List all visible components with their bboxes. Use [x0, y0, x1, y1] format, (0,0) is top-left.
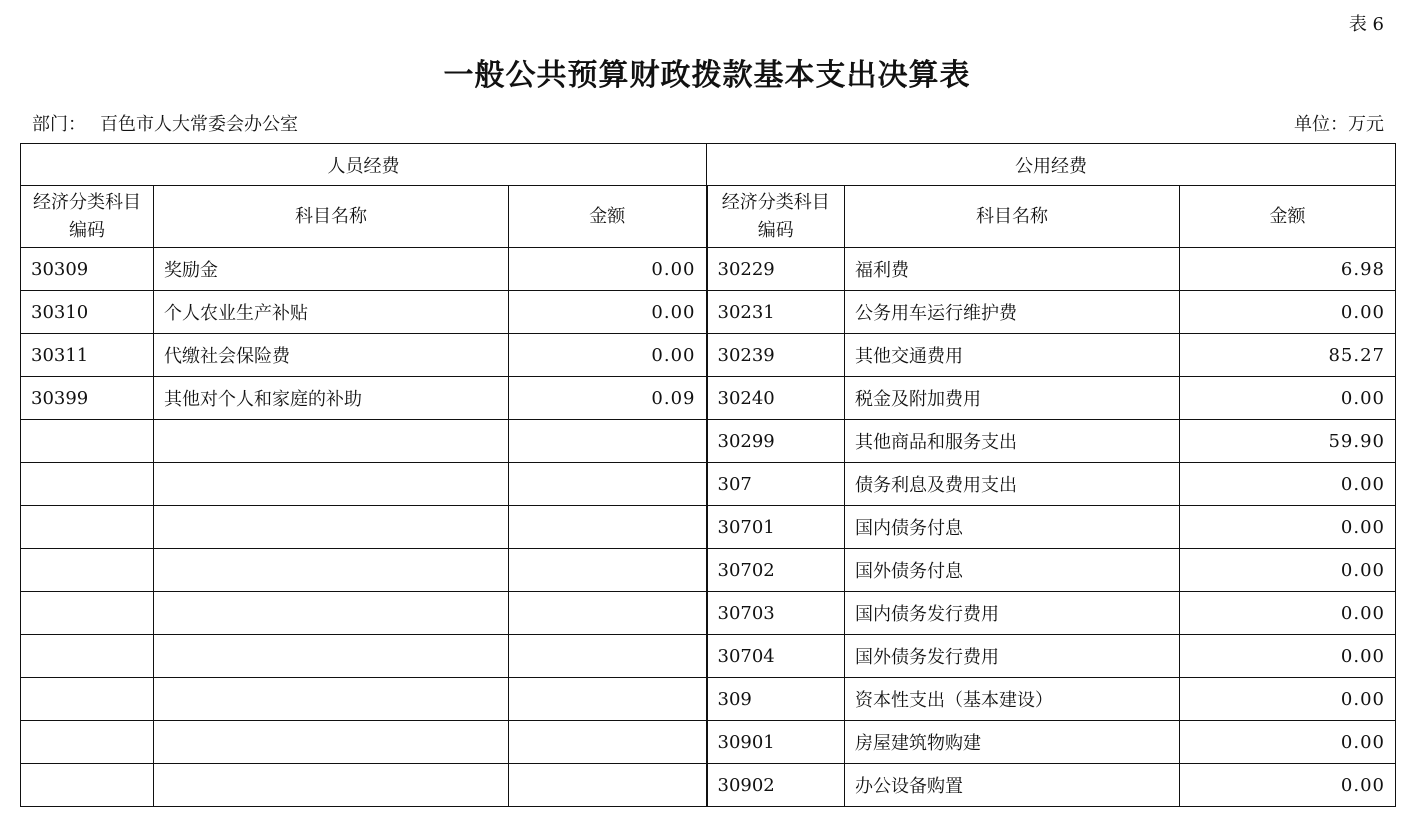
- public-amount-cell: 0.00: [1180, 291, 1396, 334]
- personnel-code-cell: 30399: [21, 377, 154, 420]
- personnel-amount-cell: [509, 420, 707, 463]
- public-code-cell: 30902: [707, 764, 845, 807]
- public-name-cell: 债务利息及费用支出: [845, 463, 1180, 506]
- personnel-amount-cell: [509, 506, 707, 549]
- personnel-amount-cell: [509, 592, 707, 635]
- public-name-cell: 其他商品和服务支出: [845, 420, 1180, 463]
- public-code-cell: 30240: [707, 377, 845, 420]
- public-code-cell: 30231: [707, 291, 845, 334]
- table-row: [21, 721, 1396, 764]
- personnel-code-cell: [21, 678, 154, 721]
- personnel-name-cell: [154, 721, 509, 764]
- public-code-cell: 307: [707, 463, 845, 506]
- col-header-personnel-name: 科目名称: [154, 186, 509, 248]
- public-amount-cell: 59.90: [1180, 420, 1396, 463]
- table-row: [21, 592, 1396, 635]
- public-name-cell: 国内债务发行费用: [845, 592, 1180, 635]
- personnel-name-cell: 奖励金: [154, 248, 509, 291]
- table-number: 表 6: [1348, 14, 1384, 35]
- personnel-amount-cell: [509, 463, 707, 506]
- personnel-name-cell: [154, 463, 509, 506]
- col-header-personnel-amount: 金额: [509, 186, 707, 248]
- personnel-name-cell: 代缴社会保险费: [154, 334, 509, 377]
- personnel-amount-cell: [509, 635, 707, 678]
- personnel-amount-cell: 0.00: [509, 291, 707, 334]
- public-code-cell: 30299: [707, 420, 845, 463]
- table-body: [21, 248, 1396, 807]
- public-amount-cell: 0.00: [1180, 506, 1396, 549]
- personnel-amount-cell: [509, 549, 707, 592]
- public-name-cell: 其他交通费用: [845, 334, 1180, 377]
- public-name-cell: 资本性支出（基本建设）: [845, 678, 1180, 721]
- public-code-cell: 30239: [707, 334, 845, 377]
- table-row: [21, 291, 1396, 334]
- public-amount-cell: 6.98: [1180, 248, 1396, 291]
- public-name-cell: 国内债务付息: [845, 506, 1180, 549]
- group-personnel-header: 人员经费: [21, 144, 707, 186]
- personnel-name-cell: [154, 549, 509, 592]
- personnel-name-cell: [154, 506, 509, 549]
- public-amount-cell: 0.00: [1180, 764, 1396, 807]
- personnel-code-cell: 30311: [21, 334, 154, 377]
- personnel-code-cell: [21, 592, 154, 635]
- public-amount-cell: 0.00: [1180, 463, 1396, 506]
- public-amount-cell: 0.00: [1180, 592, 1396, 635]
- public-code-cell: 30701: [707, 506, 845, 549]
- personnel-code-cell: [21, 635, 154, 678]
- personnel-code-cell: [21, 463, 154, 506]
- public-amount-cell: 0.00: [1180, 549, 1396, 592]
- personnel-amount-cell: 0.00: [509, 248, 707, 291]
- personnel-code-cell: [21, 506, 154, 549]
- unit-label: 单位：万元: [1294, 114, 1384, 135]
- public-code-cell: 30703: [707, 592, 845, 635]
- table-row: [21, 377, 1396, 420]
- department-info: [32, 110, 298, 136]
- personnel-code-cell: [21, 420, 154, 463]
- public-name-cell: 办公设备购置: [845, 764, 1180, 807]
- public-name-cell: 税金及附加费用: [845, 377, 1180, 420]
- public-code-cell: 30229: [707, 248, 845, 291]
- table-row: [21, 678, 1396, 721]
- table-row: [21, 506, 1396, 549]
- department-name: 百色市人大常委会办公室: [100, 114, 298, 135]
- personnel-code-cell: 30310: [21, 291, 154, 334]
- table-row: [21, 463, 1396, 506]
- public-code-cell: 30901: [707, 721, 845, 764]
- personnel-amount-cell: [509, 721, 707, 764]
- table-row: [21, 420, 1396, 463]
- public-amount-cell: 0.00: [1180, 721, 1396, 764]
- column-header-row: [21, 186, 1396, 248]
- table-row: [21, 334, 1396, 377]
- department-label: 部门：: [32, 114, 86, 135]
- public-amount-cell: 0.00: [1180, 678, 1396, 721]
- table-row: [21, 764, 1396, 807]
- public-code-cell: 30702: [707, 549, 845, 592]
- group-public-header: 公用经费: [707, 144, 1396, 186]
- col-header-public-name: 科目名称: [845, 186, 1180, 248]
- group-header-row: [21, 144, 1396, 186]
- public-amount-cell: 85.27: [1180, 334, 1396, 377]
- public-name-cell: 国外债务付息: [845, 549, 1180, 592]
- page-title: 一般公共预算财政拨款基本支出决算表: [443, 58, 971, 93]
- col-header-public-code: 经济分类科目编码: [707, 186, 845, 248]
- personnel-amount-cell: 0.00: [509, 334, 707, 377]
- public-amount-cell: 0.00: [1180, 635, 1396, 678]
- personnel-code-cell: [21, 721, 154, 764]
- public-code-cell: 30704: [707, 635, 845, 678]
- personnel-name-cell: 其他对个人和家庭的补助: [154, 377, 509, 420]
- col-header-personnel-code: 经济分类科目编码: [21, 186, 154, 248]
- public-name-cell: 房屋建筑物购建: [845, 721, 1180, 764]
- personnel-code-cell: 30309: [21, 248, 154, 291]
- public-amount-cell: 0.00: [1180, 377, 1396, 420]
- personnel-amount-cell: [509, 764, 707, 807]
- personnel-name-cell: [154, 420, 509, 463]
- public-name-cell: 福利费: [845, 248, 1180, 291]
- personnel-amount-cell: [509, 678, 707, 721]
- personnel-name-cell: [154, 764, 509, 807]
- table-row: [21, 248, 1396, 291]
- personnel-name-cell: [154, 635, 509, 678]
- personnel-name-cell: [154, 678, 509, 721]
- budget-table: [20, 143, 1396, 807]
- personnel-code-cell: [21, 549, 154, 592]
- meta-row: [32, 110, 1384, 136]
- public-code-cell: 309: [707, 678, 845, 721]
- table-row: [21, 635, 1396, 678]
- personnel-name-cell: [154, 592, 509, 635]
- table-row: [21, 549, 1396, 592]
- public-name-cell: 公务用车运行维护费: [845, 291, 1180, 334]
- personnel-amount-cell: 0.09: [509, 377, 707, 420]
- public-name-cell: 国外债务发行费用: [845, 635, 1180, 678]
- col-header-public-amount: 金额: [1180, 186, 1396, 248]
- personnel-code-cell: [21, 764, 154, 807]
- personnel-name-cell: 个人农业生产补贴: [154, 291, 509, 334]
